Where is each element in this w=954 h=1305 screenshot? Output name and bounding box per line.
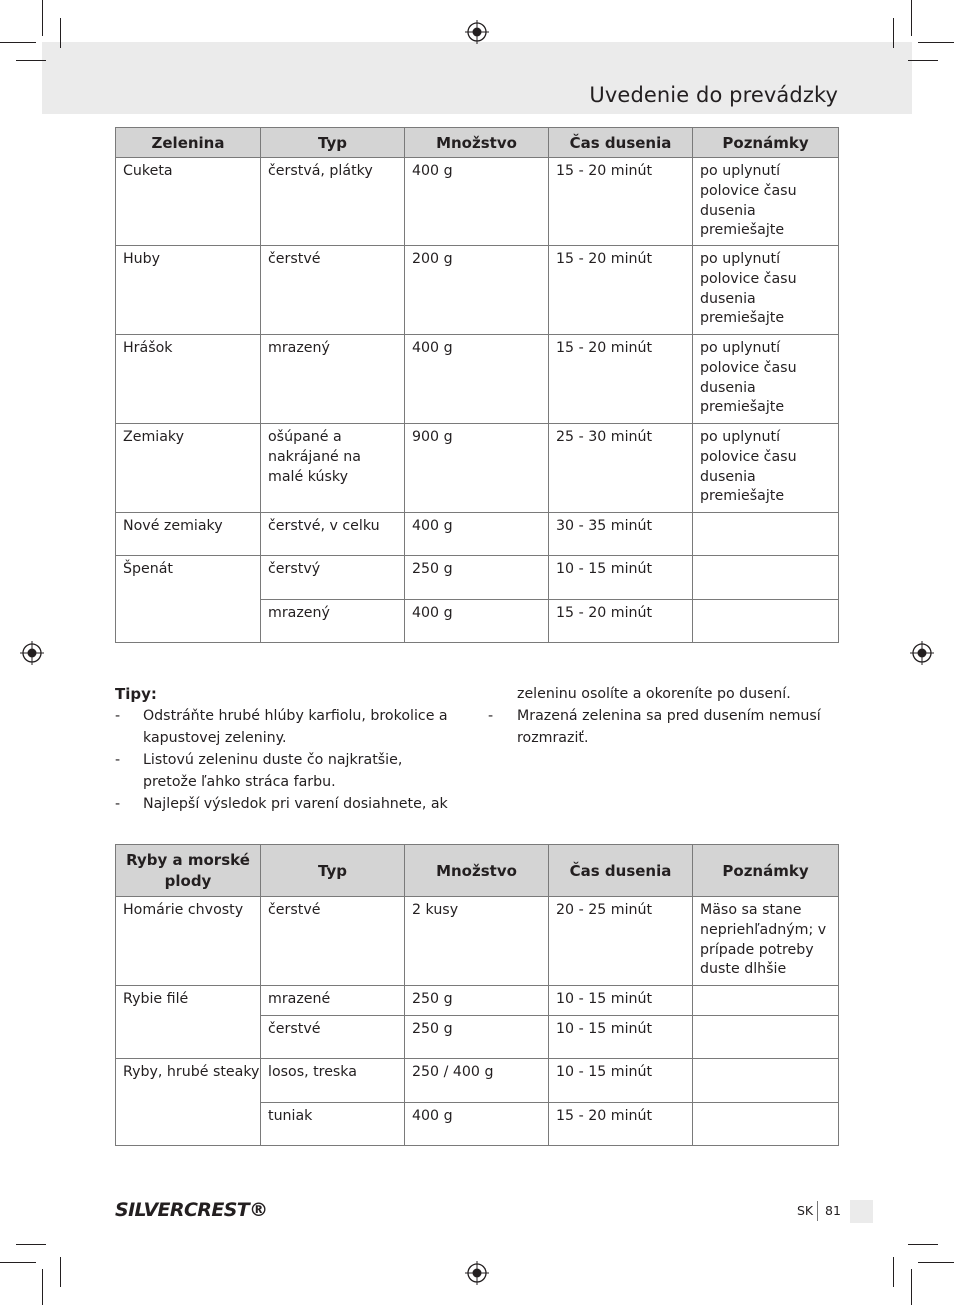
table-cell: 400 g — [405, 600, 549, 643]
column-header: Množstvo — [405, 845, 549, 897]
note-text: po uplynutí polovice času dusenia premiešajte — [700, 251, 797, 327]
tip-dash: - — [488, 708, 494, 724]
table-cell: Homárie chvosty — [116, 897, 261, 986]
column-header: Čas dusenia — [549, 845, 693, 897]
tip-item: Odstráňte hrubé hlúby karfiolu, brokolice a kapustovej zeleniny. — [143, 708, 448, 746]
table-cell: Hrášok — [116, 335, 261, 424]
crop-mark — [911, 0, 912, 36]
crop-mark — [908, 1244, 938, 1245]
table-cell: 10 - 15 minút — [549, 556, 693, 600]
table-header-row — [116, 128, 839, 158]
column-header: Čas dusenia — [549, 128, 693, 158]
table-cell: čerstvé — [261, 1016, 405, 1059]
table-cell: 30 - 35 minút — [549, 513, 693, 556]
table-row — [116, 158, 839, 246]
table-cell: 250 / 400 g — [405, 1059, 549, 1103]
table-cell: 10 - 15 minút — [549, 986, 693, 1016]
registration-mark-icon — [465, 1261, 489, 1285]
tip-dash: - — [115, 796, 121, 812]
column-header: Zelenina — [116, 128, 261, 158]
column-header: Ryby a morské plody — [116, 845, 261, 897]
fish-table — [115, 844, 839, 1146]
tip-item: Listovú zeleninu duste čo najkratšie, pretože ľahko stráca farbu. — [143, 752, 403, 790]
table-cell: Špenát — [116, 556, 261, 643]
tip-dash: - — [115, 708, 121, 724]
tips-heading: Tipy: — [115, 685, 157, 703]
table-cell: Nové zemiaky — [116, 513, 261, 556]
table-cell: 250 g — [405, 986, 549, 1016]
table-row — [116, 246, 839, 335]
table-row — [116, 513, 839, 556]
table-cell: 400 g — [405, 513, 549, 556]
page-number: 81 — [825, 1203, 841, 1218]
table-cell: 250 g — [405, 1016, 549, 1059]
table-cell: čerstvé, v celku — [261, 513, 405, 556]
crop-mark — [60, 18, 61, 48]
vegetable-table — [115, 127, 839, 643]
tip-dash: - — [115, 752, 121, 768]
crop-mark — [0, 1262, 36, 1263]
crop-mark — [918, 42, 954, 43]
table-cell: čerstvá, plátky — [261, 158, 405, 246]
table-cell: mrazený — [261, 335, 405, 424]
table-cell — [693, 424, 839, 513]
table-cell — [693, 1103, 839, 1146]
table-cell: 20 - 25 minút — [549, 897, 693, 986]
note-text: po uplynutí polovice času dusenia premiešajte — [700, 340, 797, 416]
table-cell: Huby — [116, 246, 261, 335]
table-cell: Ryby, hrubé steaky — [116, 1059, 261, 1146]
table-cell: 900 g — [405, 424, 549, 513]
table-cell: 2 kusy — [405, 897, 549, 986]
column-header: Množstvo — [405, 128, 549, 158]
brand-logo: SILVERCREST® — [115, 1199, 268, 1221]
crop-mark — [42, 1269, 43, 1305]
table-cell: čerstvé — [261, 246, 405, 335]
table-row — [116, 556, 839, 600]
table-cell: mrazené — [261, 986, 405, 1016]
table-cell: tuniak — [261, 1103, 405, 1146]
table-cell: 25 - 30 minút — [549, 424, 693, 513]
table-cell — [693, 986, 839, 1016]
table-header-row — [116, 845, 839, 897]
table-cell — [693, 246, 839, 335]
table-row — [116, 424, 839, 513]
table-cell: čerstvé — [261, 897, 405, 986]
note-text: po uplynutí polovice času dusenia premiešajte — [700, 163, 797, 239]
table-cell — [693, 335, 839, 424]
crop-mark — [911, 1269, 912, 1305]
crop-mark — [16, 1244, 46, 1245]
language-code: SK — [797, 1203, 814, 1218]
crop-mark — [918, 1262, 954, 1263]
crop-mark — [908, 60, 938, 61]
table-cell: 15 - 20 minút — [549, 1103, 693, 1146]
crop-mark — [42, 0, 43, 36]
table-row — [116, 335, 839, 424]
registration-mark-icon — [910, 641, 934, 665]
crop-mark — [0, 42, 36, 43]
table-cell — [261, 424, 405, 513]
table-cell — [693, 1016, 839, 1059]
table-row — [116, 986, 839, 1016]
table-cell: 15 - 20 minút — [549, 335, 693, 424]
table-cell: 15 - 20 minút — [549, 158, 693, 246]
crop-mark — [60, 1257, 61, 1287]
tip-item: Mrazená zelenina sa pred dusením nemusí rozmraziť. — [517, 708, 821, 746]
table-cell: 200 g — [405, 246, 549, 335]
table-cell — [693, 556, 839, 600]
footer-tab — [850, 1200, 873, 1223]
table-cell — [693, 513, 839, 556]
crop-mark — [893, 1257, 894, 1287]
table-cell: 10 - 15 minút — [549, 1016, 693, 1059]
table-cell: Cuketa — [116, 158, 261, 246]
table-cell: 15 - 20 minút — [549, 246, 693, 335]
table-row — [116, 1059, 839, 1103]
page-title: Uvedenie do prevádzky — [589, 83, 838, 107]
note-text: po uplynutí polovice času dusenia premiešajte — [700, 429, 797, 505]
table-cell — [693, 600, 839, 643]
registration-mark-icon — [465, 20, 489, 44]
table-cell — [693, 1059, 839, 1103]
column-header: Typ — [261, 845, 405, 897]
column-header: Poznámky — [693, 128, 839, 158]
table-cell — [693, 897, 839, 986]
crop-mark — [16, 60, 46, 61]
tip-item: Najlepší výsledok pri varení dosiahnete, ak — [143, 796, 448, 812]
table-cell: čerstvý — [261, 556, 405, 600]
type-text: ošúpané a nakrájané na malé kúsky — [268, 429, 361, 485]
table-cell: 15 - 20 minút — [549, 600, 693, 643]
column-header: Typ — [261, 128, 405, 158]
table-cell: Rybie filé — [116, 986, 261, 1059]
footer-divider — [817, 1201, 818, 1221]
table-cell: Zemiaky — [116, 424, 261, 513]
tip-item-continued: zeleninu osolíte a okoreníte po dusení. — [517, 686, 791, 702]
table-cell — [693, 158, 839, 246]
table-cell: 400 g — [405, 158, 549, 246]
table-cell: losos, treska — [261, 1059, 405, 1103]
column-header: Poznámky — [693, 845, 839, 897]
table-row — [116, 897, 839, 986]
table-cell: 10 - 15 minút — [549, 1059, 693, 1103]
table-cell: 250 g — [405, 556, 549, 600]
registration-mark-icon — [20, 641, 44, 665]
table-cell: mrazený — [261, 600, 405, 643]
table-cell: 400 g — [405, 335, 549, 424]
crop-mark — [893, 18, 894, 48]
note-text: Mäso sa stane nepriehľadným; v prípade potreby duste dlhšie — [700, 902, 827, 978]
table-cell: 400 g — [405, 1103, 549, 1146]
